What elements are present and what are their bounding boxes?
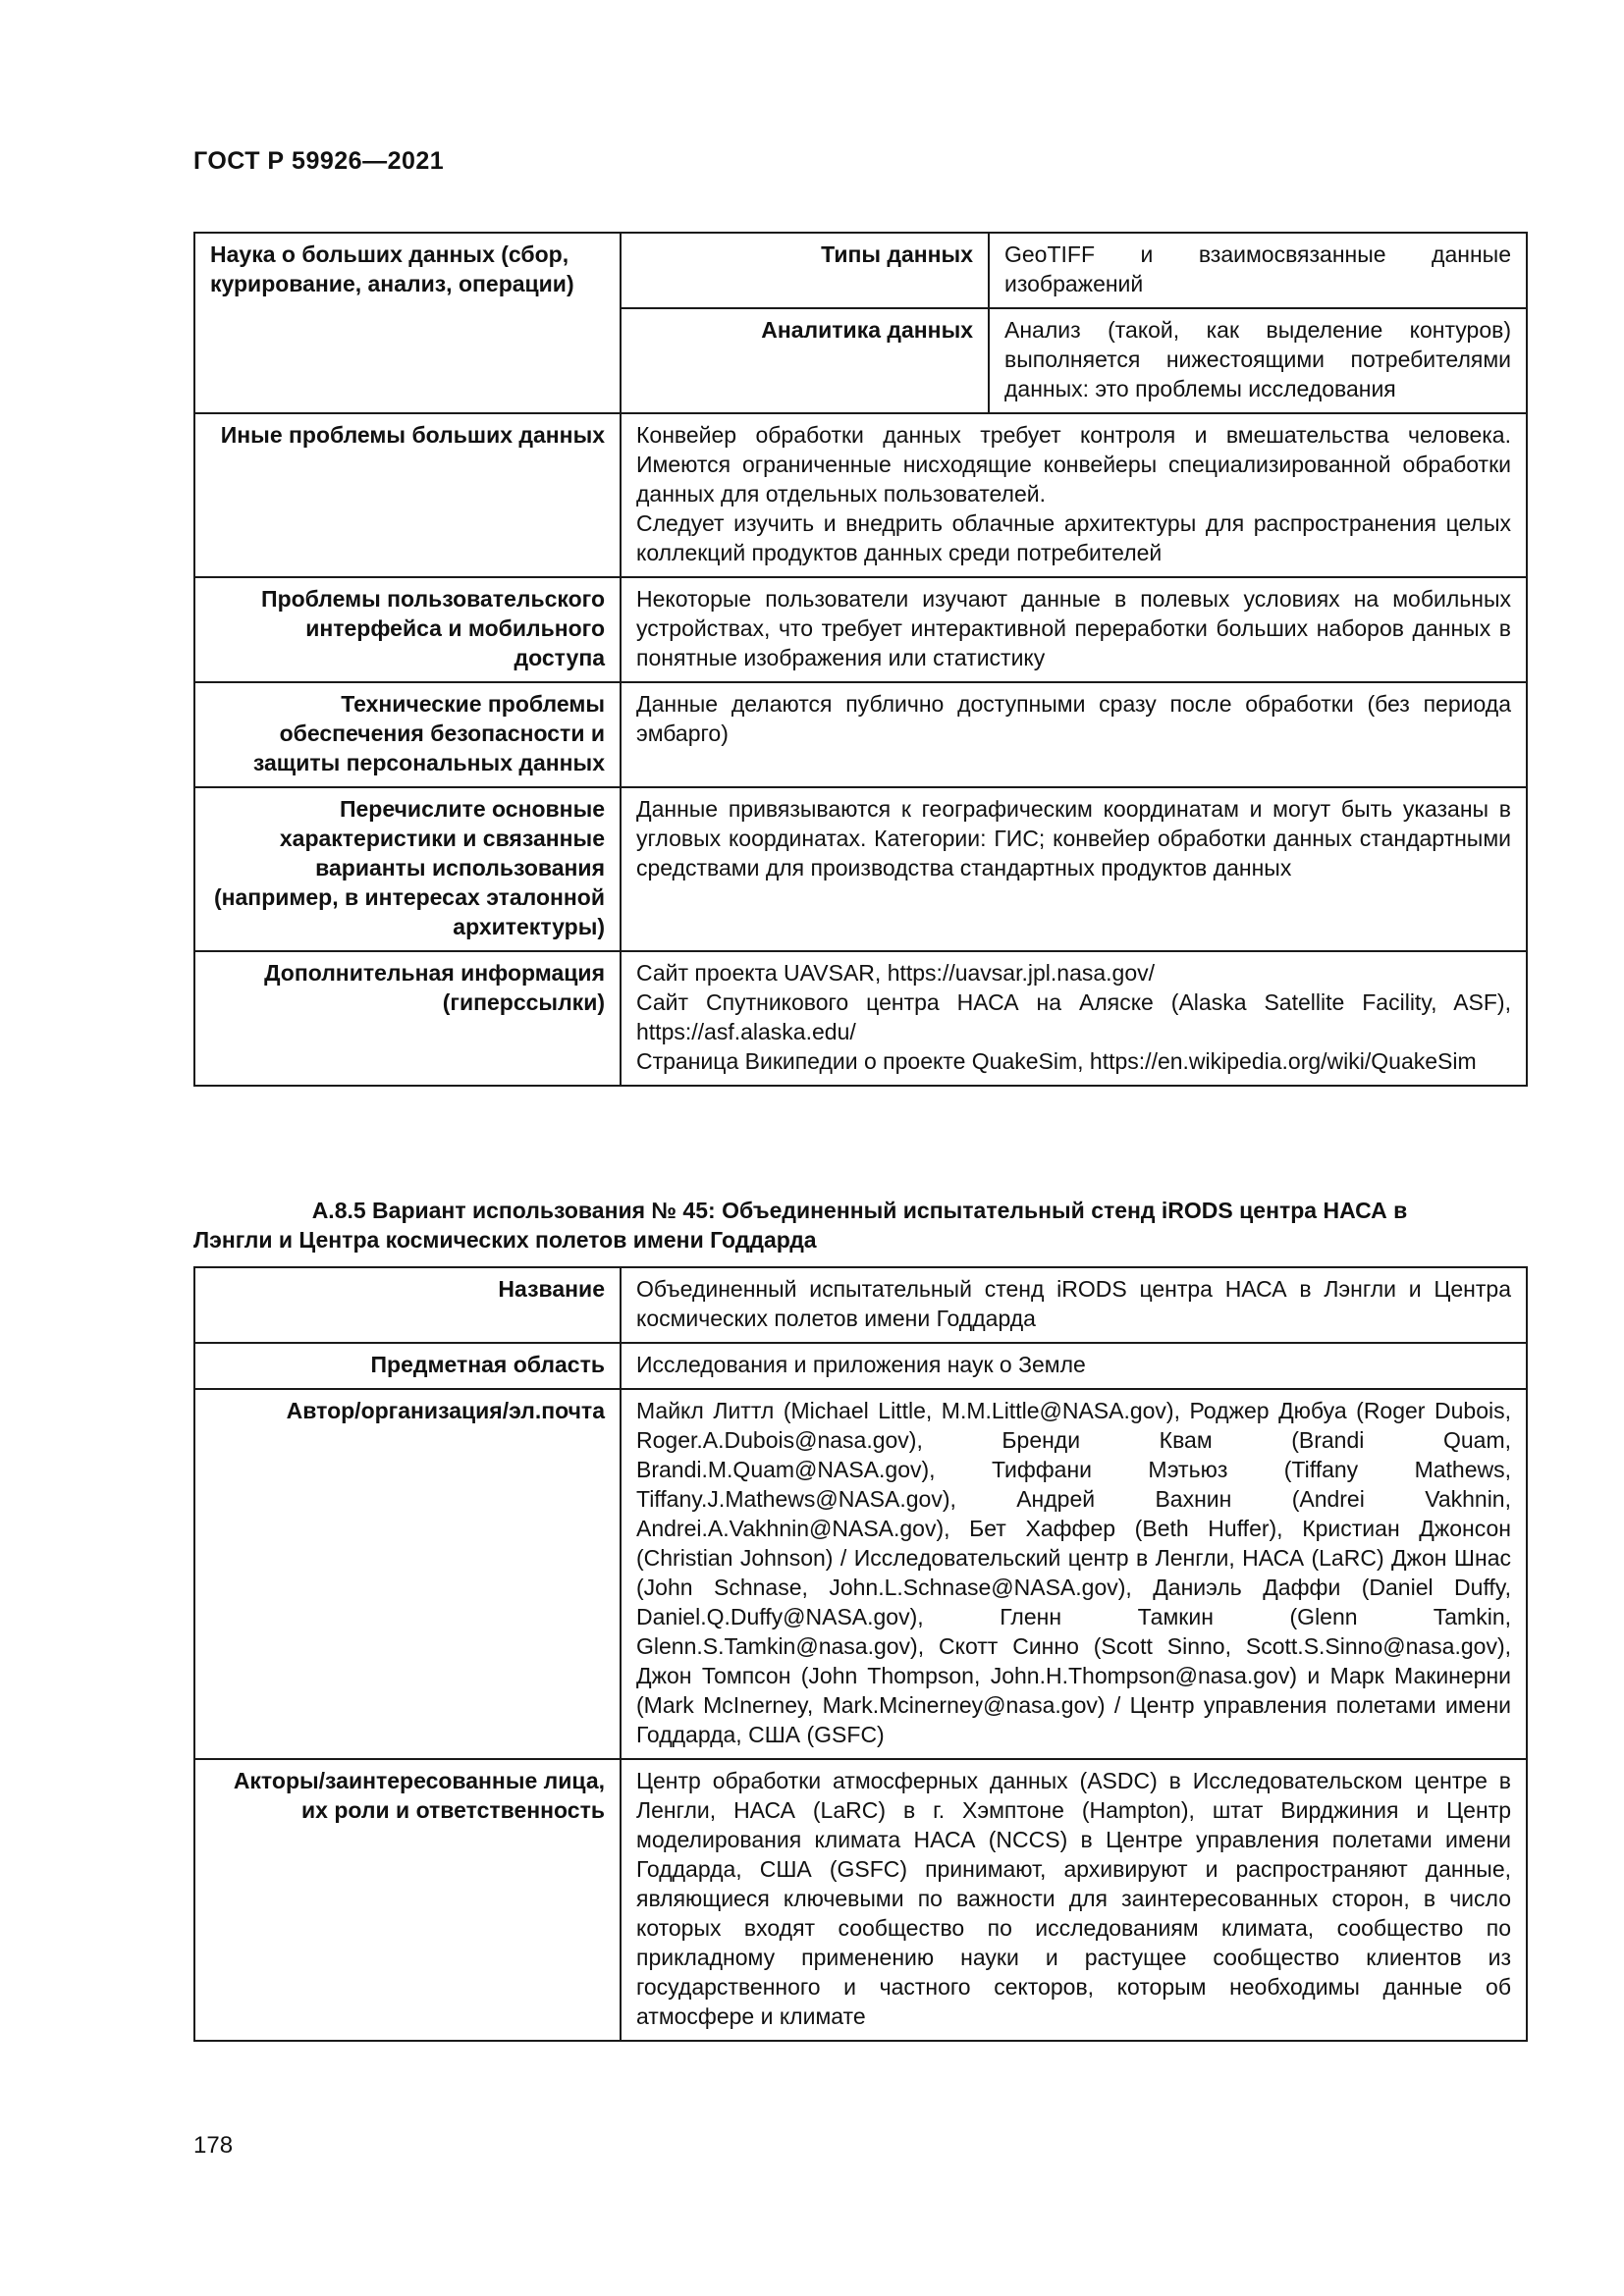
- page-number: 178: [193, 2132, 234, 2159]
- row-value: GeoTIFF и взаимосвязанные данные изображений: [989, 233, 1527, 308]
- row-value: Некоторые пользователи изучают данные в полевых условиях на мобильных устройствах, что требует интерактивной переработки больших наборов данных в понятные изображения или статистику: [621, 577, 1527, 682]
- row-value: Исследования и приложения наук о Земле: [621, 1343, 1527, 1389]
- row-value: Данные привязываются к географическим координатам и могут быть указаны в угловых координатах. Категории: ГИС; конвейер обработки данных стандартными средствами для производства стандартных продуктов данных: [621, 787, 1527, 951]
- row-sublabel: Типы данных: [621, 233, 989, 308]
- value-paragraph: Следует изучить и внедрить облачные архитектуры для распространения целых коллекций продуктов данных среди потребителей: [636, 510, 1511, 565]
- row-value: [621, 951, 1527, 1086]
- row-label: Дополнительная информация (гиперссылки): [194, 951, 621, 1086]
- row-label: Название: [194, 1267, 621, 1343]
- row-sublabel: Аналитика данных: [621, 308, 989, 413]
- caption-line-1: А.8.5 Вариант использования № 45: Объединенный испытательный стенд iRODS центра НАСА в: [311, 1198, 1408, 1223]
- table-row: [194, 233, 1527, 308]
- hyperlink-entry: Страница Википедии о проекте QuakeSim, https://en.wikipedia.org/wiki/QuakeSim: [636, 1048, 1477, 1074]
- document-code: ГОСТ Р 59926—2021: [193, 147, 445, 175]
- section-caption: [193, 1196, 1526, 1255]
- use-case-45-table: [193, 1266, 1528, 2042]
- row-label: Предметная область: [194, 1343, 621, 1389]
- row-value: Майкл Литтл (Michael Little, M.M.Little@NASA.gov), Роджер Дюбуа (Roger Dubois, Roger.A.Dubois@nasa.gov), Бренди Квам (Brandi Quam, Brandi.M.Quam@NASA.gov), Тиффани Мэтьюз (Tiffany Mathews, Tiffany.J.Mathews@NASA.gov), Андрей Вахнин (Andrei Vakhnin, Andrei.A.Vakhnin@NASA.gov), Бет Хаффер (Beth Huffer), Кристиан Джонсон (Christian Johnson) / Исследовательский центр в Ленгли, НАСА (LaRC) Джон Шнас (John Schnase, John.L.Schnase@NASA.gov), Даниэль Даффи (Daniel Duffy, Daniel.Q.Duffy@NASA.gov), Гленн Тамкин (Glenn Tamkin, Glenn.S.Tamkin@nasa.gov), Скотт Синно (Scott Sinno, Scott.S.Sinno@nasa.gov), Джон Томпсон (John Thompson, John.H.Thompson@nasa.gov) и Марк Макинерни (Mark McInerney, Mark.Mcinerney@nasa.gov) / Центр управления полетами имени Годдарда, США (GSFC): [621, 1389, 1527, 1759]
- row-label: Технические проблемы обеспечения безопасности и защиты персональных данных: [194, 682, 621, 787]
- caption-line-2: Лэнгли и Центра космических полетов имени Годдарда: [193, 1227, 817, 1253]
- table-row: [194, 682, 1527, 787]
- row-label: Акторы/заинтересованные лица, их роли и ответственность: [194, 1759, 621, 2041]
- table-row: [194, 1389, 1527, 1759]
- row-value: [621, 413, 1527, 577]
- row-label: Наука о больших данных (сбор, курирование, анализ, операции): [194, 233, 621, 413]
- table-row: [194, 577, 1527, 682]
- row-label: Проблемы пользовательского интерфейса и мобильного доступа: [194, 577, 621, 682]
- table-row: [194, 1343, 1527, 1389]
- row-label: Иные проблемы больших данных: [194, 413, 621, 577]
- use-case-table-continued: [193, 232, 1528, 1087]
- row-label: Перечислите основные характеристики и связанные варианты использования (например, в интересах эталонной архитектуры): [194, 787, 621, 951]
- row-value: Анализ (такой, как выделение контуров) выполняется нижестоящими потребителями данных: это проблемы исследования: [989, 308, 1527, 413]
- row-label: Автор/организация/эл.почта: [194, 1389, 621, 1759]
- table-row: [194, 951, 1527, 1086]
- table-row: [194, 1267, 1527, 1343]
- value-paragraph: Конвейер обработки данных требует контроля и вмешательства человека. Имеются ограниченные нисходящие конвейеры специализированной обработки данных для отдельных пользователей.: [636, 422, 1511, 507]
- table-row: [194, 787, 1527, 951]
- table-row: [194, 413, 1527, 577]
- row-value: Центр обработки атмосферных данных (ASDC) в Исследовательском центре в Ленгли, НАСА (LaRC) в г. Хэмптоне (Hampton), штат Вирджиния и Центр моделирования климата НАСА (NCCS) в Центре управления полетами имени Годдарда, США (GSFC) принимают, архивируют и распространяют данные, являющиеся ключевыми по важности для заинтересованных сторон, в число которых входят сообщество по исследованиям климата, сообщество по прикладному применению науки и растущее сообщество клиентов из государственного и частного секторов, которым необходимы данные об атмосфере и климате: [621, 1759, 1527, 2041]
- hyperlink-entry: Сайт проекта UAVSAR, https://uavsar.jpl.nasa.gov/: [636, 960, 1156, 986]
- table-row: [194, 1759, 1527, 2041]
- hyperlink-entry: Сайт Спутникового центра НАСА на Аляске (Alaska Satellite Facility, ASF), https://asf.alaska.edu/: [636, 989, 1511, 1044]
- row-value: Данные делаются публично доступными сразу после обработки (без периода эмбарго): [621, 682, 1527, 787]
- row-value: Объединенный испытательный стенд iRODS центра НАСА в Лэнгли и Центра космических полетов имени Годдарда: [621, 1267, 1527, 1343]
